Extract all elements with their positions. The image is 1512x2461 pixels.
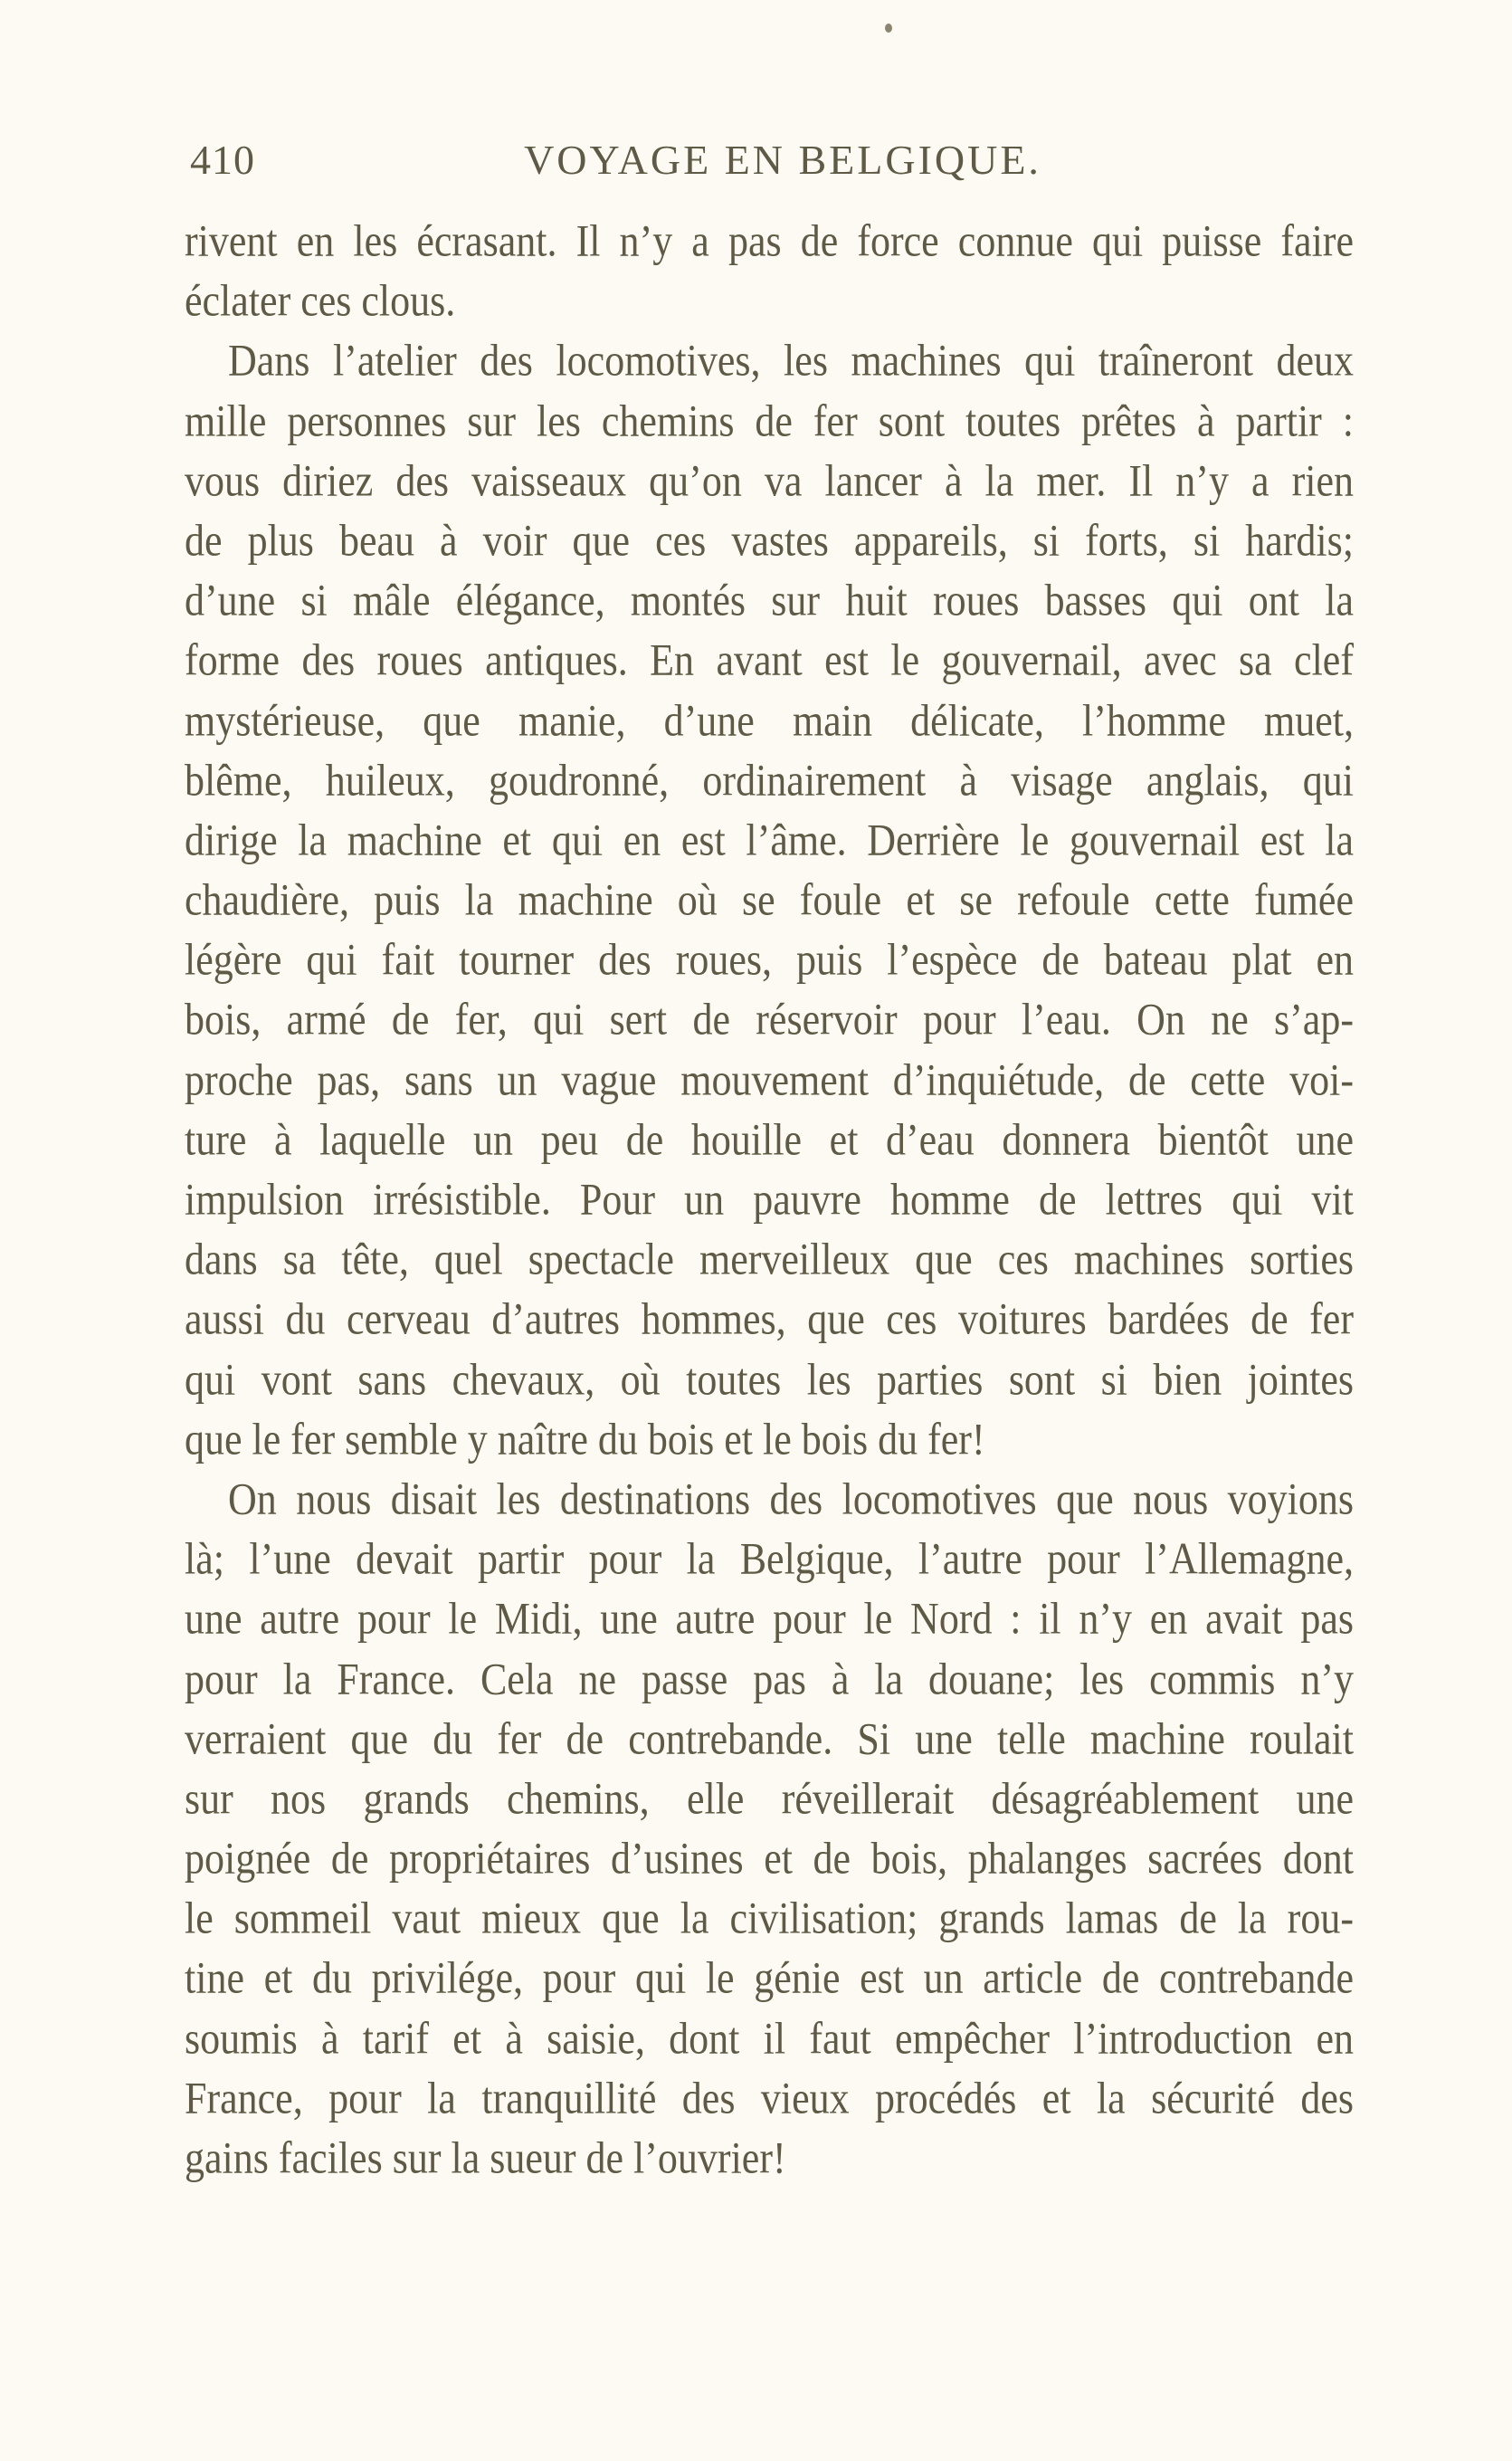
text-line: poignée de propriétaires d’usines et de bois, phalanges sacrées dont (185, 1834, 1354, 1884)
text-line: forme des roues antiques. En avant est le gouvernail, avec sa clef (185, 635, 1354, 686)
text-line: France, pour la tranquillité des vieux procédés et la sécurité des (185, 2073, 1354, 2123)
text-line: mille personnes sur les chemins de fer sont toutes prêtes à partir : (185, 396, 1354, 446)
text-line: pour la France. Cela ne passe pas à la douane; les commis n’y (185, 1654, 1354, 1704)
text-line: là; l’une devait partir pour la Belgique, l’autre pour l’Allemagne, (185, 1534, 1354, 1584)
text-line: légère qui fait tourner des roues, puis l’espèce de bateau plat en (185, 935, 1354, 986)
ink-speck (885, 24, 892, 33)
text-line: Dans l’atelier des locomotives, les machines qui traîneront deux (228, 336, 1354, 386)
text-line: vous diriez des vaisseaux qu’on va lancer à la mer. Il n’y a rien (185, 455, 1354, 506)
text-line: éclater ces clous. (185, 276, 456, 327)
text-line: On nous disait les destinations des locomotives que nous voyions (228, 1474, 1354, 1524)
text-line: mystérieuse, que manie, d’une main délicate, l’homme muet, (185, 695, 1354, 746)
text-line: de plus beau à voir que ces vastes appareils, si forts, si hardis; (185, 515, 1354, 566)
page-number: 410 (190, 137, 255, 183)
text-line: chaudière, puis la machine où se foule et se refoule cette fumée (185, 875, 1354, 925)
text-line: qui vont sans chevaux, où toutes les parties sont si bien jointes (185, 1354, 1354, 1405)
text-line: proche pas, sans un vague mouvement d’inquiétude, de cette voi- (185, 1054, 1354, 1105)
running-title: VOYAGE EN BELGIQUE. (524, 137, 1041, 183)
page-body (185, 212, 1354, 2189)
text-line: sur nos grands chemins, elle réveillerait désagréablement une (185, 1773, 1354, 1824)
text-line: aussi du cerveau d’autres hommes, que ces voitures bardées de fer (185, 1294, 1354, 1345)
text-line: une autre pour le Midi, une autre pour le Nord : il n’y en avait pas (185, 1594, 1354, 1645)
text-line: dans sa tête, quel spectacle merveilleux que ces machines sorties (185, 1235, 1354, 1285)
text-line: gains faciles sur la sueur de l’ouvrier! (185, 2132, 786, 2183)
text-line: impulsion irrésistible. Pour un pauvre homme de lettres qui vit (185, 1174, 1354, 1225)
text-line: que le fer semble y naître du bois et le bois du fer! (185, 1414, 985, 1464)
text-line: le sommeil vaut mieux que la civilisation; grands lamas de la rou- (185, 1893, 1354, 1944)
text-line: ture à laquelle un peu de houille et d’eau donnera bientôt une (185, 1114, 1354, 1165)
text-line: verraient que du fer de contrebande. Si une telle machine roulait (185, 1713, 1354, 1764)
text-line: d’une si mâle élégance, montés sur huit roues basses qui ont la (185, 576, 1354, 625)
text-line: dirige la machine et qui en est l’âme. Derrière le gouvernail est la (185, 815, 1354, 865)
text-line: bois, armé de fer, qui sert de réservoir pour l’eau. On ne s’ap- (185, 995, 1354, 1045)
text-line: tine et du privilége, pour qui le génie est un article de contrebande (185, 1953, 1354, 2004)
text-line: blême, huileux, goudronné, ordinairement à visage anglais, qui (185, 755, 1354, 806)
text-line: soumis à tarif et à saisie, dont il faut empêcher l’introduction en (185, 2013, 1354, 2064)
page-header (190, 136, 1357, 196)
text-line: rivent en les écrasant. Il n’y a pas de force connue qui puisse faire (185, 215, 1354, 266)
